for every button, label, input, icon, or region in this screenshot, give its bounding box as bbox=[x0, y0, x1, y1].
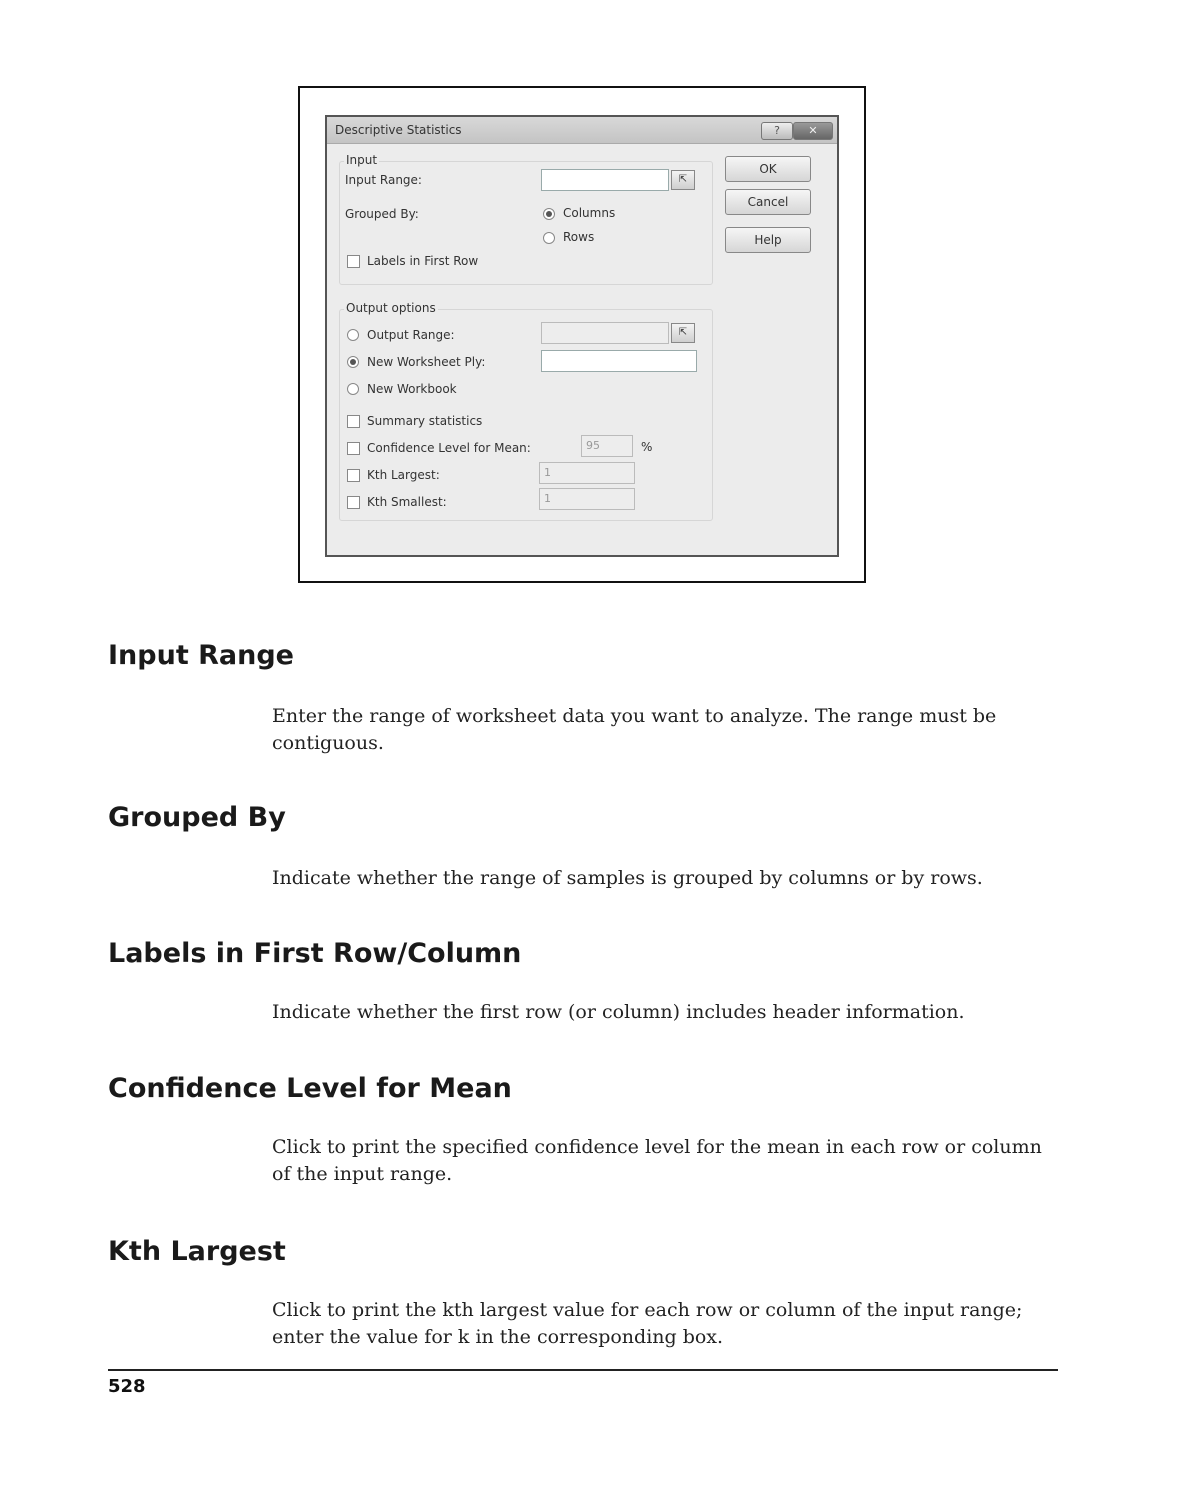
output-range-label: Output Range: bbox=[367, 328, 455, 342]
input-range-field[interactable] bbox=[541, 169, 669, 191]
new-worksheet-label: New Worksheet Ply: bbox=[367, 355, 486, 369]
input-group-legend: Input bbox=[346, 153, 378, 167]
summary-statistics-checkbox[interactable] bbox=[347, 415, 360, 428]
ok-button[interactable]: OK bbox=[725, 156, 811, 182]
output-range-collapse-icon[interactable]: ⇱ bbox=[671, 323, 695, 343]
new-worksheet-radio[interactable] bbox=[347, 356, 359, 368]
kth-smallest-field[interactable]: 1 bbox=[539, 488, 635, 510]
kth-smallest-label: Kth Smallest: bbox=[367, 495, 447, 509]
section-heading-input-range: Input Range bbox=[108, 640, 294, 671]
output-range-radio[interactable] bbox=[347, 329, 359, 341]
section-body-confidence-level: Click to print the specified confidence level for the mean in each row or column of the input range. bbox=[272, 1136, 1042, 1185]
section-heading-confidence-level: Confidence Level for Mean bbox=[108, 1073, 512, 1104]
section-heading-labels-first-row: Labels in First Row/Column bbox=[108, 938, 522, 969]
labels-first-row-label: Labels in First Row bbox=[367, 254, 479, 268]
help-button[interactable]: Help bbox=[725, 227, 811, 253]
input-range-collapse-icon[interactable]: ⇱ bbox=[671, 170, 695, 190]
cancel-button[interactable]: Cancel bbox=[725, 189, 811, 215]
output-range-field[interactable] bbox=[541, 322, 669, 344]
output-options-legend: Output options bbox=[346, 301, 436, 315]
close-icon[interactable]: ✕ bbox=[793, 122, 833, 140]
labels-first-row-checkbox[interactable] bbox=[347, 255, 360, 268]
new-worksheet-field[interactable] bbox=[541, 350, 697, 372]
rows-radio[interactable] bbox=[543, 232, 555, 244]
page-number: 528 bbox=[108, 1376, 146, 1397]
descriptive-statistics-dialog bbox=[325, 115, 839, 557]
columns-radio[interactable] bbox=[543, 208, 555, 220]
kth-largest-checkbox[interactable] bbox=[347, 469, 360, 482]
section-body-kth-largest: Click to print the kth largest value for each row or column of the input range; enter the value for k in the corresponding box. bbox=[272, 1299, 1023, 1348]
input-range-label: Input Range: bbox=[345, 173, 422, 187]
dialog-title: Descriptive Statistics bbox=[335, 123, 462, 137]
confidence-level-label: Confidence Level for Mean: bbox=[367, 441, 531, 455]
section-body-grouped-by: Indicate whether the range of samples is grouped by columns or by rows. bbox=[272, 867, 983, 889]
section-heading-kth-largest: Kth Largest bbox=[108, 1236, 286, 1267]
section-body-input-range: Enter the range of worksheet data you want to analyze. The range must be contiguous. bbox=[272, 705, 997, 754]
footer-rule bbox=[108, 1369, 1058, 1371]
new-workbook-radio[interactable] bbox=[347, 383, 359, 395]
percent-sign: % bbox=[641, 440, 653, 454]
kth-largest-label: Kth Largest: bbox=[367, 468, 440, 482]
help-icon[interactable]: ? bbox=[761, 122, 793, 140]
kth-smallest-checkbox[interactable] bbox=[347, 496, 360, 509]
grouped-by-label: Grouped By: bbox=[345, 207, 419, 221]
confidence-level-field[interactable]: 95 bbox=[581, 435, 633, 457]
rows-label: Rows bbox=[563, 230, 595, 244]
new-workbook-label: New Workbook bbox=[367, 382, 457, 396]
confidence-level-checkbox[interactable] bbox=[347, 442, 360, 455]
summary-statistics-label: Summary statistics bbox=[367, 414, 483, 428]
columns-label: Columns bbox=[563, 206, 616, 220]
kth-largest-field[interactable]: 1 bbox=[539, 462, 635, 484]
section-heading-grouped-by: Grouped By bbox=[108, 802, 286, 833]
dialog-titlebar bbox=[327, 117, 837, 144]
section-body-labels-first-row: Indicate whether the first row (or column) includes header information. bbox=[272, 1001, 965, 1023]
